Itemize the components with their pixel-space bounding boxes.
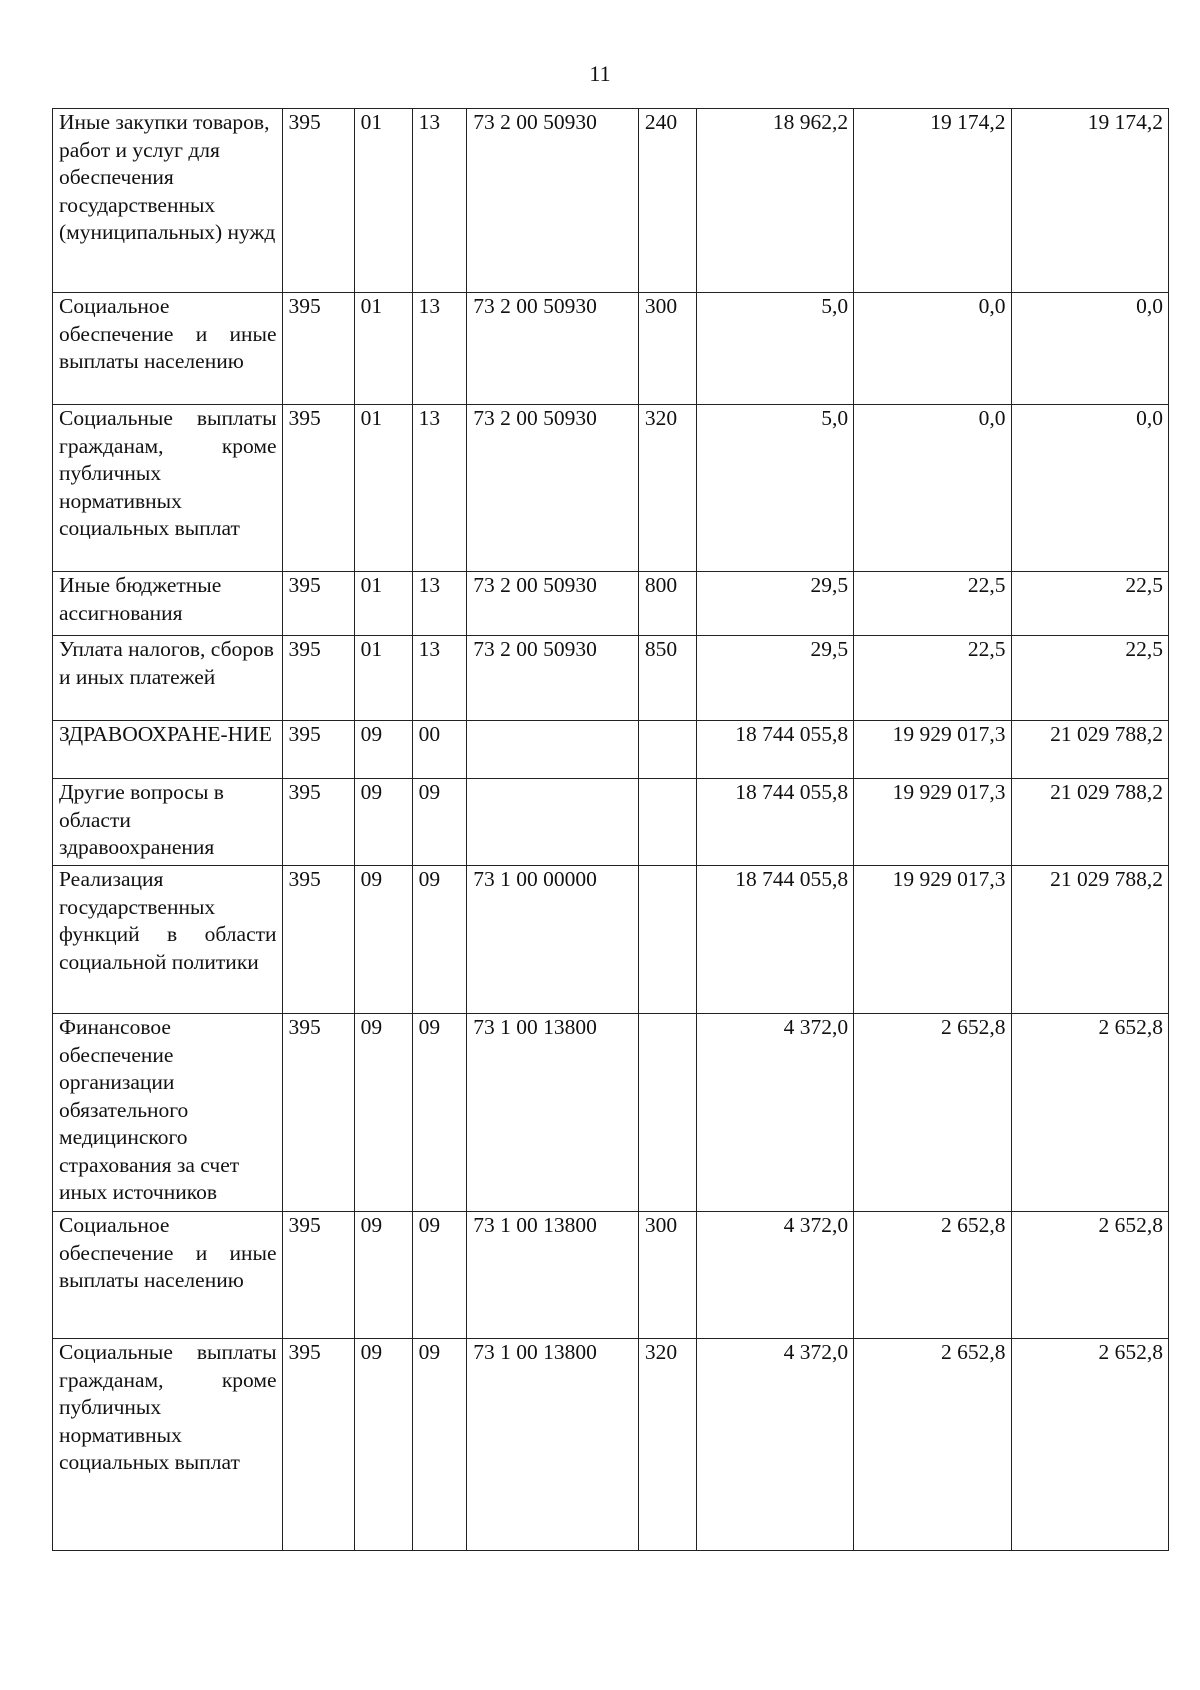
cell-csr: 73 2 00 50930 (467, 572, 639, 636)
cell-sum-3: 21 029 788,2 (1011, 721, 1168, 779)
cell-csr: 73 1 00 13800 (467, 1014, 639, 1212)
cell-name: Иные бюджетные ассигнования (53, 572, 283, 636)
table-row (53, 636, 1169, 721)
cell-rz: 01 (354, 636, 412, 721)
cell-name: Социальные выплаты гражданам, кроме публичных нормативных социальных выплат (53, 1339, 283, 1551)
cell-csr: 73 1 00 13800 (467, 1212, 639, 1339)
cell-csr: 73 2 00 50930 (467, 636, 639, 721)
cell-sum-3: 0,0 (1011, 405, 1168, 572)
cell-sum-2: 2 652,8 (854, 1339, 1011, 1551)
cell-vr (638, 866, 696, 1014)
cell-name: ЗДРАВООХРАНЕ-НИЕ (53, 721, 283, 779)
cell-vr (638, 721, 696, 779)
cell-sum-3: 2 652,8 (1011, 1212, 1168, 1339)
cell-sum-1: 29,5 (696, 636, 853, 721)
cell-ved: 395 (282, 293, 354, 405)
table-row (53, 866, 1169, 1014)
cell-vr: 240 (638, 109, 696, 293)
cell-sum-3: 21 029 788,2 (1011, 866, 1168, 1014)
cell-sum-3: 0,0 (1011, 293, 1168, 405)
cell-sum-2: 2 652,8 (854, 1014, 1011, 1212)
cell-name: Финансовое обеспечение организации обязательного медицинского страхования за счет иных источников (53, 1014, 283, 1212)
cell-ved: 395 (282, 866, 354, 1014)
cell-pr: 13 (412, 405, 467, 572)
cell-vr: 320 (638, 1339, 696, 1551)
cell-sum-3: 22,5 (1011, 572, 1168, 636)
cell-pr: 09 (412, 1212, 467, 1339)
cell-csr (467, 721, 639, 779)
cell-sum-2: 2 652,8 (854, 1212, 1011, 1339)
cell-csr: 73 1 00 00000 (467, 866, 639, 1014)
cell-sum-2: 19 929 017,3 (854, 721, 1011, 779)
cell-vr: 300 (638, 293, 696, 405)
cell-csr: 73 2 00 50930 (467, 405, 639, 572)
cell-rz: 01 (354, 405, 412, 572)
cell-sum-2: 19 929 017,3 (854, 866, 1011, 1014)
cell-rz: 09 (354, 1339, 412, 1551)
cell-rz: 09 (354, 779, 412, 866)
cell-rz: 01 (354, 572, 412, 636)
cell-sum-3: 22,5 (1011, 636, 1168, 721)
cell-rz: 01 (354, 293, 412, 405)
cell-rz: 01 (354, 109, 412, 293)
table-row (53, 721, 1169, 779)
cell-pr: 09 (412, 1339, 467, 1551)
cell-sum-2: 0,0 (854, 405, 1011, 572)
cell-sum-1: 18 962,2 (696, 109, 853, 293)
cell-csr (467, 779, 639, 866)
cell-sum-2: 0,0 (854, 293, 1011, 405)
table-row (53, 572, 1169, 636)
cell-pr: 13 (412, 109, 467, 293)
cell-name: Уплата налогов, сборов и иных платежей (53, 636, 283, 721)
cell-sum-3: 21 029 788,2 (1011, 779, 1168, 866)
cell-name: Иные закупки товаров, работ и услуг для обеспечения государственных (муниципальных) нужд (53, 109, 283, 293)
table-row (53, 109, 1169, 293)
cell-rz: 09 (354, 1212, 412, 1339)
cell-vr (638, 1014, 696, 1212)
cell-pr: 13 (412, 636, 467, 721)
cell-csr: 73 2 00 50930 (467, 293, 639, 405)
cell-sum-3: 2 652,8 (1011, 1014, 1168, 1212)
cell-name: Социальные выплаты гражданам, кроме публичных нормативных социальных выплат (53, 405, 283, 572)
cell-pr: 09 (412, 779, 467, 866)
table-row (53, 293, 1169, 405)
cell-csr: 73 1 00 13800 (467, 1339, 639, 1551)
cell-sum-1: 5,0 (696, 405, 853, 572)
cell-pr: 00 (412, 721, 467, 779)
cell-ved: 395 (282, 636, 354, 721)
cell-sum-1: 29,5 (696, 572, 853, 636)
cell-name: Реализация государственных функций в области социальной политики (53, 866, 283, 1014)
cell-pr: 09 (412, 1014, 467, 1212)
cell-pr: 13 (412, 572, 467, 636)
table-row (53, 1014, 1169, 1212)
cell-pr: 09 (412, 866, 467, 1014)
table-row (53, 405, 1169, 572)
cell-sum-3: 19 174,2 (1011, 109, 1168, 293)
cell-csr: 73 2 00 50930 (467, 109, 639, 293)
table-row (53, 1339, 1169, 1551)
cell-vr: 800 (638, 572, 696, 636)
cell-sum-2: 19 174,2 (854, 109, 1011, 293)
cell-vr: 850 (638, 636, 696, 721)
cell-sum-2: 22,5 (854, 572, 1011, 636)
page-number: 11 (589, 61, 611, 86)
cell-name: Другие вопросы в области здравоохранения (53, 779, 283, 866)
cell-rz: 09 (354, 866, 412, 1014)
cell-sum-1: 18 744 055,8 (696, 721, 853, 779)
cell-rz: 09 (354, 721, 412, 779)
cell-name: Социальное обеспечение и иные выплаты населению (53, 293, 283, 405)
cell-ved: 395 (282, 1339, 354, 1551)
cell-vr: 320 (638, 405, 696, 572)
cell-ved: 395 (282, 779, 354, 866)
cell-sum-1: 4 372,0 (696, 1014, 853, 1212)
cell-ved: 395 (282, 109, 354, 293)
cell-pr: 13 (412, 293, 467, 405)
cell-vr (638, 779, 696, 866)
cell-sum-1: 4 372,0 (696, 1339, 853, 1551)
cell-sum-1: 18 744 055,8 (696, 779, 853, 866)
cell-sum-1: 18 744 055,8 (696, 866, 853, 1014)
cell-sum-1: 5,0 (696, 293, 853, 405)
cell-ved: 395 (282, 1212, 354, 1339)
cell-ved: 395 (282, 1014, 354, 1212)
cell-ved: 395 (282, 572, 354, 636)
budget-table (52, 108, 1169, 1551)
table-row (53, 779, 1169, 866)
cell-vr: 300 (638, 1212, 696, 1339)
cell-rz: 09 (354, 1014, 412, 1212)
cell-sum-2: 22,5 (854, 636, 1011, 721)
cell-ved: 395 (282, 721, 354, 779)
cell-ved: 395 (282, 405, 354, 572)
table-row (53, 1212, 1169, 1339)
cell-sum-3: 2 652,8 (1011, 1339, 1168, 1551)
cell-name: Социальное обеспечение и иные выплаты населению (53, 1212, 283, 1339)
cell-sum-2: 19 929 017,3 (854, 779, 1011, 866)
cell-sum-1: 4 372,0 (696, 1212, 853, 1339)
